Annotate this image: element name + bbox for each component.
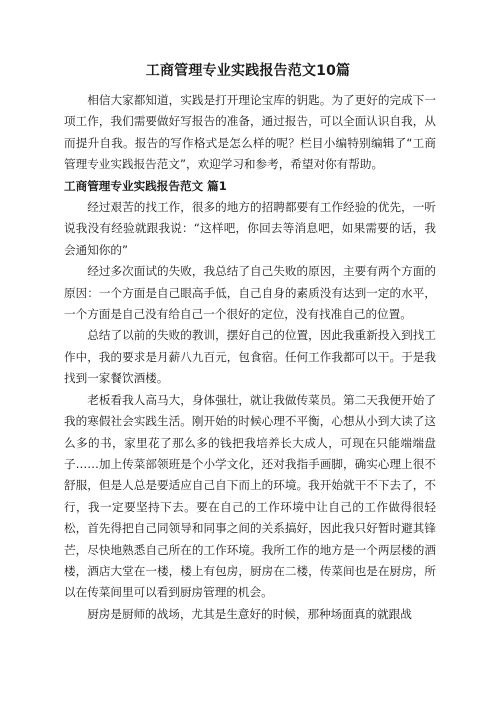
document-body	[64, 90, 436, 625]
document-title: 工商管理专业实践报告范文10篇	[145, 63, 351, 79]
body-paragraph: 老板看我人高马大，身体强壮，就让我做传菜员。第二天我便开始了我的寒假社会实践生活。刚开始的时候心理不平衡，心想从小到大读了这么多的书，家里花了那么多的钱把我培养长大成人，可现在只能端端盘子……加上传菜部领班是个小学文化，还对我指手画脚，确实心理上很不舒服，但是人总是要适应自己自下而上的环境。我开始就干不下去了，不行，我一定要坚持下去。要在自己的工作环境中让自己的工作做得很轻松，首先得把自己同领导和同事之间的关系搞好，因此我只好暂时避其锋芒，尽快地熟悉自己所在的工作环境。我所工作的地方是一个两层楼的酒楼，酒店大堂在一楼，楼上有包房，厨房在二楼，传菜间也是在厨房，所以在传菜间里可以看到厨房管理的机会。	[64, 392, 436, 600]
body-paragraph: 经过艰苦的找工作，很多的地方的招聘都要有工作经验的优先，一听说我没有经验就跟我说：“这样吧，你回去等消息吧，如果需要的话，我会通知你的”	[64, 200, 436, 257]
intro-paragraph: 相信大家都知道，实践是打开理论宝库的钥匙。为了更好的完成下一项工作，我们需要做好写报告的准备，通过报告，可以全面认识自我，从而提升自我。报告的写作格式是怎么样的呢？栏目小编特别编辑了“工商管理专业实践报告范文”，欢迎学习和参考，希望对你有帮助。	[64, 93, 436, 172]
body-paragraph: 经过多次面试的失败，我总结了自己失败的原因，主要有两个方面的原因：一个方面是自己眼高手低，自己自身的素质没有达到一定的水平，一个方面是自己没有给自己一个很好的定位，没有找准自己的位置。	[64, 264, 436, 322]
section-heading: 工商管理专业实践报告范文 篇1	[64, 178, 227, 193]
body-paragraph: 总结了以前的失败的教训，摆好自己的位置，因此我重新投入到找工作中，我的要求是月薪八九百元，包食宿。任何工作我都可以干。于是我找到一家餐饮酒楼。	[64, 328, 436, 386]
body-paragraph: 厨房是厨师的战场，尤其是生意好的时候，那种场面真的就跟战	[87, 606, 412, 621]
